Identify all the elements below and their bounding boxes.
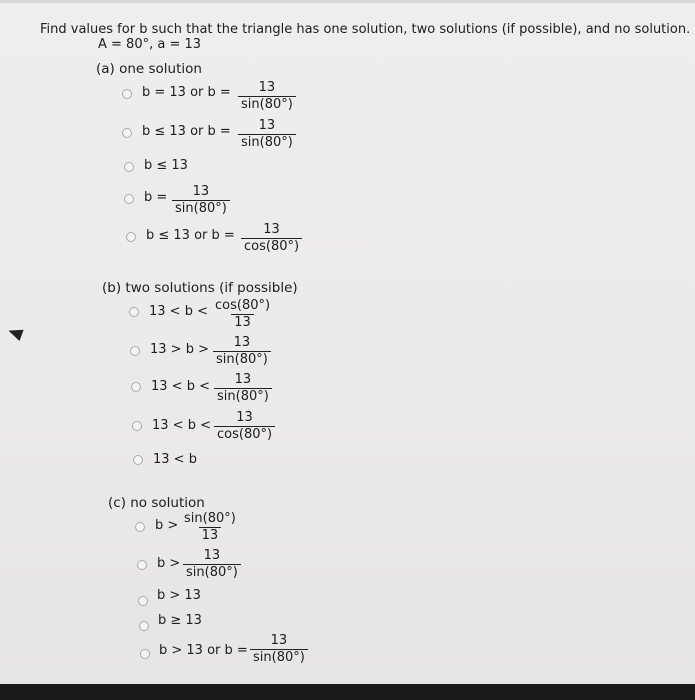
option-text: 13 < b < (152, 418, 211, 433)
fraction-denominator: sin(80°) (250, 649, 308, 666)
radio-button[interactable] (133, 455, 143, 465)
fraction-denominator: 13 (231, 314, 254, 331)
radio-button[interactable] (132, 421, 142, 431)
option-text: b ≥ 13 (158, 613, 202, 628)
radio-button[interactable] (124, 162, 134, 172)
part-a-label: (a) one solution (96, 61, 202, 77)
fraction-denominator: cos(80°) (241, 238, 302, 255)
option-fraction (238, 118, 296, 151)
part-b-label: (b) two solutions (if possible) (102, 280, 298, 296)
fraction-numerator: 13 (234, 372, 252, 387)
option-fraction (241, 222, 302, 255)
option-text: b ≤ 13 (144, 158, 188, 173)
fraction-numerator: cos(80°) (215, 298, 271, 313)
bottom-bezel (0, 684, 695, 700)
fraction-numerator: 13 (258, 80, 276, 95)
fraction-numerator: 13 (258, 118, 276, 133)
radio-button[interactable] (124, 194, 134, 204)
option-fraction (183, 548, 241, 581)
fraction-denominator: sin(80°) (183, 564, 241, 581)
question-text: Find values for b such that the triangle has one solution, two solutions (if possible), and no solution. (40, 22, 691, 37)
mouse-pointer-icon (6, 325, 23, 341)
radio-button[interactable] (138, 596, 148, 606)
option-text: b > (155, 518, 179, 533)
fraction-numerator: 13 (263, 222, 280, 237)
part-c-label: (c) no solution (108, 495, 205, 511)
fraction-numerator: 13 (233, 335, 251, 350)
option-text: b ≤ 13 or b = (142, 124, 231, 139)
option-text: b = (144, 190, 168, 205)
fraction-numerator: 13 (192, 184, 210, 199)
radio-button[interactable] (140, 649, 150, 659)
radio-button[interactable] (122, 128, 132, 138)
option-fraction (181, 511, 239, 544)
option-text: b ≤ 13 or b = (146, 228, 235, 243)
fraction-numerator: sin(80°) (184, 511, 236, 526)
radio-button[interactable] (126, 232, 136, 242)
option-text: b = 13 or b = (142, 85, 231, 100)
option-fraction (172, 184, 230, 217)
option-fraction (214, 410, 275, 443)
radio-button[interactable] (137, 560, 147, 570)
option-text: b > (157, 556, 181, 571)
fraction-denominator: sin(80°) (213, 351, 271, 368)
option-fraction (213, 335, 271, 368)
radio-button[interactable] (130, 346, 140, 356)
fraction-denominator: cos(80°) (214, 426, 275, 443)
fraction-denominator: sin(80°) (238, 96, 296, 113)
radio-button[interactable] (122, 89, 132, 99)
option-text: b > 13 (157, 588, 201, 603)
option-fraction (214, 372, 272, 405)
option-fraction (250, 633, 308, 666)
given-values: A = 80°, a = 13 (98, 37, 202, 52)
radio-button[interactable] (131, 382, 141, 392)
top-edge (0, 0, 695, 3)
option-text: b > 13 or b = (159, 643, 248, 658)
fraction-denominator: sin(80°) (172, 200, 230, 217)
option-text: 13 < b < (149, 304, 208, 319)
fraction-denominator: 13 (199, 527, 222, 544)
fraction-numerator: 13 (236, 410, 253, 425)
fraction-numerator: 13 (270, 633, 288, 648)
option-text: 13 < b < (151, 379, 210, 394)
option-fraction (238, 80, 296, 113)
radio-button[interactable] (129, 307, 139, 317)
radio-button[interactable] (135, 522, 145, 532)
option-text: 13 < b (153, 452, 197, 467)
fraction-denominator: sin(80°) (214, 388, 272, 405)
fraction-denominator: sin(80°) (238, 134, 296, 151)
radio-button[interactable] (139, 621, 149, 631)
option-fraction (212, 298, 273, 331)
option-text: 13 > b > (150, 342, 209, 357)
fraction-numerator: 13 (203, 548, 221, 563)
